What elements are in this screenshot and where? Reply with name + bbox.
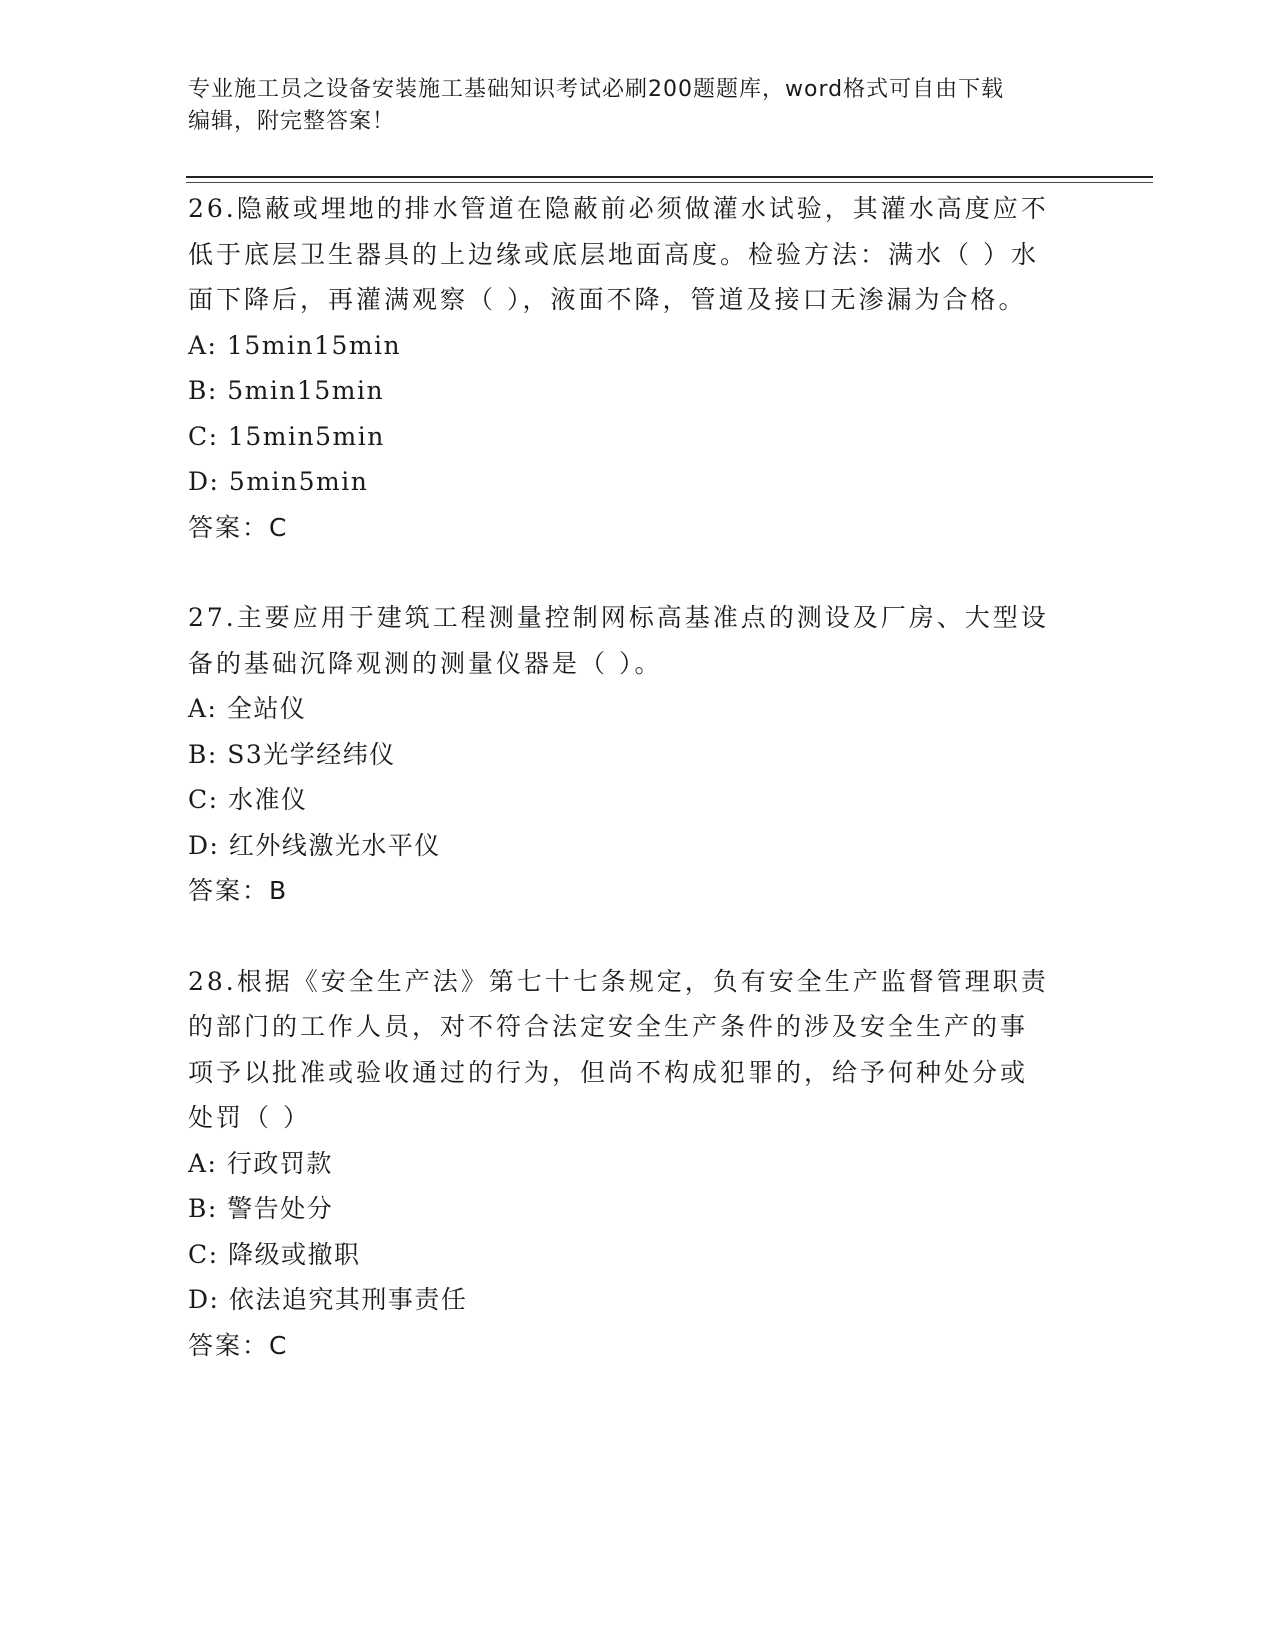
- question-text-line: 备的基础沉降观测的测量仪器是（ ）。: [188, 648, 663, 678]
- option-b: B: 5min15min: [188, 376, 385, 405]
- header-title-line-1: 专业施工员之设备安装施工基础知识考试必刷200题题库，word格式可自由下载: [188, 77, 1005, 102]
- question-28: [188, 959, 1088, 1369]
- option-d: D: 5min5min: [188, 467, 369, 496]
- question-spacer: [188, 914, 1088, 959]
- header-divider-thin: [186, 182, 1153, 183]
- option-c: C: 15min5min: [188, 421, 385, 451]
- question-text-line: 28.根据《安全生产法》第七十七条规定，负有安全生产监督管理职责: [188, 966, 1049, 996]
- question-text-line: 27.主要应用于建筑工程测量控制网标高基准点的测设及厂房、大型设: [188, 603, 1049, 632]
- option-d: D: 红外线激光水平仪: [188, 830, 441, 860]
- answer-line: 答案：B: [188, 876, 289, 905]
- question-text-line: 26.隐蔽或埋地的排水管道在隐蔽前必须做灌水试验，其灌水高度应不: [188, 194, 1049, 223]
- option-c: C: 降级或撤职: [188, 1239, 361, 1269]
- option-a: A: 行政罚款: [188, 1148, 333, 1178]
- document-header: [188, 74, 1068, 138]
- question-text-line: 项予以批准或验收通过的行为，但尚不构成犯罪的，给予何种处分或: [188, 1057, 1029, 1087]
- question-text-line: 处罚（ ）: [188, 1103, 311, 1132]
- option-b: B: 警告处分: [188, 1194, 334, 1223]
- question-text-line: 的部门的工作人员，对不符合法定安全生产条件的涉及安全生产的事: [188, 1012, 1029, 1041]
- header-title-line-2: 编辑，附完整答案！: [188, 109, 396, 134]
- answer-line: 答案：C: [188, 1330, 289, 1360]
- option-b: B: S3光学经纬仪: [188, 739, 396, 769]
- question-text-line: 面下降后，再灌满观察（ ），液面不降，管道及接口无渗漏为合格。: [188, 285, 1027, 314]
- option-d: D: 依法追究其刑事责任: [188, 1285, 468, 1314]
- header-divider-thick: [186, 176, 1153, 178]
- question-26: [188, 186, 1088, 550]
- option-a: A: 全站仪: [188, 694, 307, 723]
- answer-line: 答案：C: [188, 512, 289, 542]
- option-a: A: 15min15min: [188, 330, 402, 360]
- question-list: [188, 186, 1088, 1368]
- question-text-line: 低于底层卫生器具的上边缘或底层地面高度。检验方法：满水（ ）水: [188, 239, 1039, 269]
- option-c: C: 水准仪: [188, 785, 308, 814]
- question-spacer: [188, 550, 1088, 595]
- question-27: [188, 595, 1088, 914]
